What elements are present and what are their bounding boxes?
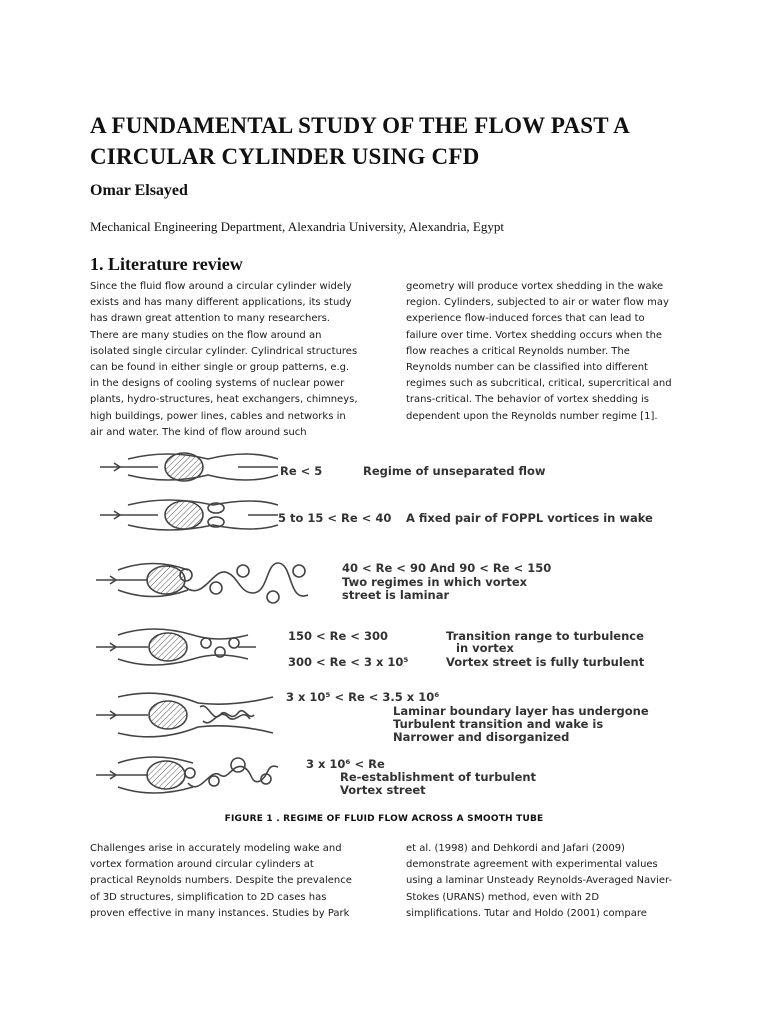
text-line: plants, hydro-structures, heat exchangers, chimneys, <box>90 394 358 406</box>
text-line: isolated single circular cylinder. Cylindrical structures <box>90 345 358 357</box>
regime-2-sketch <box>100 500 278 530</box>
regime-5-range: 3 x 10⁵ < Re < 3.5 x 10⁶ <box>286 690 440 704</box>
text-line: has drawn great attention to many researchers. <box>90 313 330 325</box>
text-line: Reynolds number can be classified into different <box>406 362 648 374</box>
body-column-left-2 <box>90 841 352 922</box>
regime-3-description-1: Two regimes in which vortex <box>342 575 528 589</box>
text-line: Challenges arise in accurately modeling wake and <box>90 843 342 854</box>
regime-1-sketch <box>100 453 278 481</box>
regime-5-sketch <box>96 693 273 737</box>
regime-5-description-2: Turbulent transition and wake is <box>393 717 604 731</box>
body-column-right-2 <box>406 841 672 922</box>
regime-4b-description: Vortex street is fully turbulent <box>446 655 645 669</box>
text-line: dependent upon the Reynolds number regime [1]. <box>406 410 658 422</box>
regime-6-range: 3 x 10⁶ < Re <box>306 757 385 771</box>
regime-4a-description-2: in vortex <box>456 641 514 655</box>
text-line: failure over time. Vortex shedding occurs when the <box>406 329 663 341</box>
flow-regimes-diagram <box>88 445 688 805</box>
body-column-right-1 <box>406 279 672 425</box>
regime-1-description: Regime of unseparated flow <box>363 464 546 478</box>
title-line-2: CIRCULAR CYLINDER USING CFD <box>90 144 480 169</box>
text-line: air and water. The kind of flow around such <box>90 426 307 438</box>
regime-4a-description-1: Transition range to turbulence <box>446 629 644 643</box>
regime-5-description-3: Narrower and disorganized <box>393 730 570 744</box>
text-line: simplifications. Tutar and Holdo (2001) compare <box>406 907 647 919</box>
text-line: There are many studies on the flow around an <box>90 329 322 341</box>
regime-4a-range: 150 < Re < 300 <box>288 629 388 643</box>
regime-2-range: 5 to 15 < Re < 40 <box>278 511 392 525</box>
regime-3-description-2: street is laminar <box>342 588 450 602</box>
regime-4b-range: 300 < Re < 3 x 10⁵ <box>288 655 409 669</box>
regime-5-description-1: Laminar boundary layer has undergone <box>393 704 649 718</box>
text-line: vortex formation around circular cylinders at <box>90 859 314 871</box>
text-line: exists and has many different applications, its study <box>90 297 352 309</box>
text-line: et al. (1998) and Dehkordi and Jafari (2009) <box>406 843 625 854</box>
regime-2-description: A fixed pair of FOPPL vortices in wake <box>406 511 653 525</box>
text-line: regimes such as subcritical, critical, supercritical and <box>406 378 672 390</box>
text-line: region. Cylinders, subjected to air or water flow may <box>406 297 669 309</box>
regime-3-sketch <box>96 563 308 603</box>
text-line: can be found in either single or group patterns, e.g. <box>90 362 350 374</box>
regime-6-description-1: Re-establishment of turbulent <box>340 770 537 784</box>
text-line: experience flow-induced forces that can lead to <box>406 313 645 325</box>
text-line: of 3D structures, simplification to 2D cases has <box>90 891 327 903</box>
text-line: trans-critical. The behavior of vortex shedding is <box>406 394 649 406</box>
text-line: demonstrate agreement with experimental values <box>406 859 658 871</box>
regime-4-sketch <box>96 629 256 665</box>
text-line: Since the fluid flow around a circular cylinder widely <box>90 281 352 292</box>
author-affiliation: Mechanical Engineering Department, Alexandria University, Alexandria, Egypt <box>90 219 504 234</box>
text-line: Stokes (URANS) method, even with 2D <box>406 891 600 903</box>
regime-1-range: Re < 5 <box>280 464 323 478</box>
text-line: geometry will produce vortex shedding in the wake <box>406 281 664 292</box>
figure-caption: FIGURE 1 . REGIME OF FLUID FLOW ACROSS A SMOOTH TUBE <box>224 814 544 824</box>
regime-6-description-2: Vortex street <box>340 783 426 797</box>
body-column-left-1 <box>90 279 358 441</box>
regime-6-sketch <box>96 757 278 793</box>
author-name: Omar Elsayed <box>90 182 188 199</box>
text-line: in the designs of cooling systems of nuclear power <box>90 378 345 390</box>
title-line-1: A FUNDAMENTAL STUDY OF THE FLOW PAST A <box>90 113 630 138</box>
text-line: flow reaches a critical Reynolds number. The <box>406 345 630 357</box>
regime-3-range: 40 < Re < 90 And 90 < Re < 150 <box>342 561 552 575</box>
paper-title <box>90 110 730 172</box>
text-line: proven effective in many instances. Studies by Park <box>90 907 350 919</box>
text-line: using a laminar Unsteady Reynolds-Averaged Navier- <box>406 875 673 887</box>
section-heading: 1. Literature review <box>90 254 243 274</box>
text-line: practical Reynolds numbers. Despite the prevalence <box>90 875 352 887</box>
figure-flow-regimes <box>88 445 688 805</box>
text-line: high buildings, power lines, cables and networks in <box>90 410 346 422</box>
